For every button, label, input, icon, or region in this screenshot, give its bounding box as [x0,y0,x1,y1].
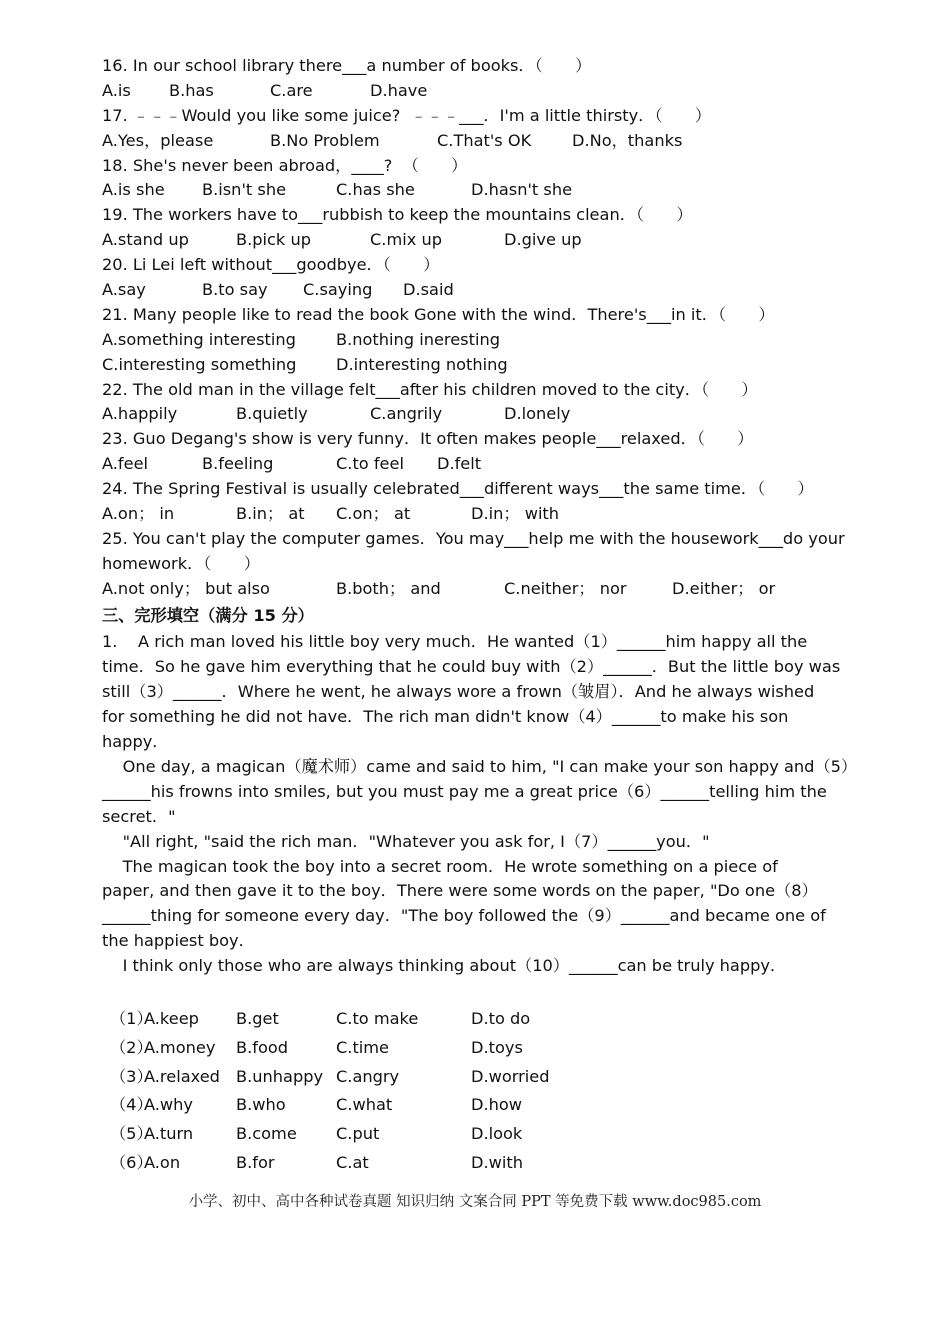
blank-number: （4） [110,1095,153,1115]
option-choice[interactable]: D.No，thanks [572,130,683,150]
cloze-option-row [102,1120,842,1149]
blank-number: （1） [110,1008,153,1028]
question-options [102,353,842,378]
page-footer: 小学、初中、高中各种试卷真题 知识归纳 文案合同 PPT 等免费下载 www.doc985.com [188,1194,762,1210]
passage-line: One day, a magican（魔术师）came and said to him, "I can make your son happy and（5） [102,756,858,776]
option-choice[interactable]: D.felt [437,454,482,474]
cloze-options-table [102,1005,842,1178]
option-choice[interactable]: B.nothing ineresting [336,329,500,349]
option-choice[interactable]: A.on； in [102,504,175,524]
question-stem: 16. In our school library there___a number of books．（ ） [102,56,592,75]
question-stem: 18. She's never been abroad，____? （ ） [102,155,468,175]
option-choice[interactable]: C.put [336,1124,380,1144]
cloze-option-row [102,1005,842,1034]
option-choice[interactable]: A.why [144,1095,194,1115]
blank-number: （6） [110,1152,153,1172]
option-choice[interactable]: B.both； and [336,578,441,598]
option-choice[interactable]: D.have [370,80,428,100]
passage-line: paper, and then gave it to the boy．There were some words on the paper, "Do one（8） [102,881,818,901]
section-title: 三、完形填空（满分 15 分） [102,605,314,625]
option-choice[interactable]: C.are [270,80,313,100]
question-stem: 22. The old man in the village felt___after his children moved to the city．（ ） [102,379,758,399]
passage-line: the happiest boy． [102,931,255,951]
question-options [102,178,842,203]
question-stem: 24. The Spring Festival is usually celebrated___different ways___the same time．（ ） [102,479,814,499]
option-choice[interactable]: A.money [144,1037,216,1057]
passage-line: secret．" [102,806,176,826]
option-choice[interactable]: A.something interesting [102,329,296,349]
option-choice[interactable]: D.toys [471,1037,523,1057]
question-options [102,278,842,303]
option-choice[interactable]: B.has [169,80,214,100]
question-stem-continued: homework．（ ） [102,553,260,573]
option-choice[interactable]: B.to say [202,280,268,300]
option-choice[interactable]: B.get [236,1008,279,1028]
question-options [102,502,842,527]
option-choice[interactable]: B.quietly [236,404,308,424]
cloze-option-row [102,1149,842,1178]
option-choice[interactable]: D.lonely [504,404,571,424]
option-choice[interactable]: B.unhappy [236,1066,324,1086]
passage-line: time．So he gave him everything that he could buy with（2）______．But the little boy was [102,657,841,677]
option-choice[interactable]: D.look [471,1124,523,1144]
multiple-choice-questions [102,54,845,602]
question-stem: 17. ﹣﹣﹣Would you like some juice? ﹣﹣﹣___．I'm a little thirsty．（ ） [102,105,712,125]
cloze-passage [102,630,858,978]
option-choice[interactable]: A.Yes，please [102,130,214,150]
option-choice[interactable]: D.give up [504,230,582,250]
option-choice[interactable]: A.keep [144,1008,199,1028]
option-choice[interactable]: A.not only； but also [102,578,270,598]
option-choice[interactable]: B.pick up [236,230,311,250]
question-options [102,452,842,477]
option-choice[interactable]: D.said [403,280,454,300]
option-choice[interactable]: D.interesting nothing [336,354,508,374]
exam-page [102,54,858,1178]
blank-number: （2） [110,1037,153,1057]
option-choice[interactable]: A.say [102,280,146,300]
question-options [102,328,842,353]
option-choice[interactable]: A.stand up [102,230,189,250]
passage-line: 1. A rich man loved his little boy very much．He wanted（1）______him happy all the [102,632,808,652]
option-choice[interactable]: B.for [236,1152,275,1172]
option-choice[interactable]: C.angrily [370,404,443,424]
cloze-option-row [102,1034,842,1063]
option-choice[interactable]: C.has she [336,180,415,200]
question-stem: 25. You can't play the computer games．You may___help me with the housework___do your [102,528,845,548]
option-choice[interactable]: C.to feel [336,454,404,474]
option-choice[interactable]: C.That's OK [437,130,532,150]
option-choice[interactable]: B.food [236,1037,289,1057]
option-choice[interactable]: D.hasn't she [471,180,573,200]
option-choice[interactable]: C.angry [336,1066,400,1086]
passage-line: "All right, "said the rich man．"Whatever you ask for, I（7）______you．" [102,831,710,851]
option-choice[interactable]: D.with [471,1152,523,1172]
option-choice[interactable]: A.relaxed [144,1066,220,1086]
option-choice[interactable]: A.feel [102,454,149,474]
option-choice[interactable]: C.at [336,1152,369,1172]
passage-line: The magican took the boy into a secret room．He wrote something on a piece of [102,856,778,876]
option-choice[interactable]: B.come [236,1124,297,1144]
question-stem: 20. Li Lei left without___goodbye．（ ） [102,255,440,275]
option-choice[interactable]: A.is [102,80,131,100]
option-choice[interactable]: D.worried [471,1066,550,1086]
cloze-option-row [102,1091,842,1120]
option-choice[interactable]: B.No Problem [270,130,380,150]
passage-line: ______thing for someone every day．"The boy followed the（9）______and became one of [102,906,826,926]
question-stem: 23. Guo Degang's show is very funny．It often makes people___relaxed．（ ） [102,429,754,449]
question-stem: 19. The workers have to___rubbish to keep the mountains clean．（ ） [102,205,693,225]
option-choice[interactable]: C.saying [303,280,373,300]
option-choice[interactable]: D.in； with [471,504,560,524]
option-choice[interactable]: C.mix up [370,230,442,250]
passage-line: for something he did not have．The rich man didn't know（4）______to make his son [102,707,789,727]
question-options [102,129,842,154]
option-choice[interactable]: D.how [471,1095,523,1115]
passage-line: ______his frowns into smiles, but you must pay me a great price（6）______telling him the [102,781,827,801]
option-choice[interactable]: C.on； at [336,504,411,524]
option-choice[interactable]: D.to do [471,1008,531,1028]
option-choice[interactable]: A.is she [102,180,165,200]
option-choice[interactable]: C.interesting something [102,354,297,374]
option-choice[interactable]: A.happily [102,404,178,424]
question-stem: 21. Many people like to read the book Gone with the wind．There's___in it．（ ） [102,304,775,324]
option-choice[interactable]: A.on [144,1152,181,1172]
cloze-option-row [102,1063,842,1092]
option-choice[interactable]: A.turn [144,1124,194,1144]
option-choice[interactable]: B.who [236,1095,286,1115]
blank-number: （5） [110,1124,153,1144]
option-choice[interactable]: C.time [336,1037,390,1057]
passage-line: I think only those who are always thinking about（10）______can be truly happy． [102,956,787,976]
option-choice[interactable]: C.neither； nor [504,578,627,598]
option-choice[interactable]: D.either； or [672,578,776,598]
question-options [102,228,842,253]
option-choice[interactable]: C.to make [336,1008,419,1028]
question-options [102,79,842,104]
option-choice[interactable]: B.in； at [236,504,305,524]
question-options [102,402,842,427]
option-choice[interactable]: B.isn't she [202,180,287,200]
passage-line: still（3）______．Where he went, he always wore a frown（皱眉）．And he always wished [102,682,815,702]
question-options [102,577,842,602]
option-choice[interactable]: C.what [336,1095,393,1115]
blank-number: （3） [110,1066,153,1086]
option-choice[interactable]: B.feeling [202,454,274,474]
passage-line: happy． [102,732,169,752]
